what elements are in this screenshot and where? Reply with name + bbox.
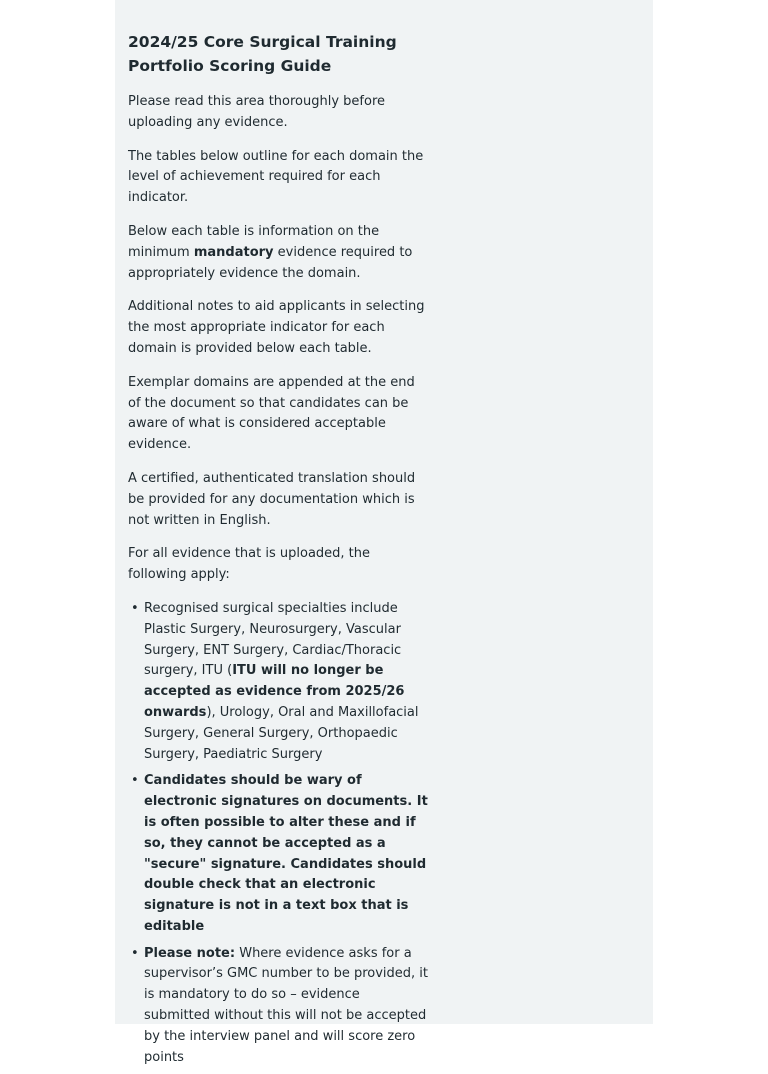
list-item-gmc-number bbox=[131, 944, 429, 1069]
intro-paragraph-tables: The tables below outline for each domain the level of achievement required for each indicator. bbox=[128, 148, 424, 206]
document-content bbox=[128, 30, 428, 1074]
intro-paragraph-read: Please read this area thoroughly before uploading any evidence. bbox=[128, 94, 386, 130]
signature-warning-emphasis: Candidates should be wary of electronic signatures on documents. It is often possible to alter these and if so, they cannot be accepted as a "secure" signature. Candidates should double check that an electronic signature is not in a text box that is editable bbox=[144, 773, 428, 934]
list-item-text: Recognised surgical specialties include Plastic Surgery, Neurosurgery, Vascular Surgery, ENT Surgery, Cardiac/Thoracic surgery, ITU ( bbox=[144, 600, 402, 679]
bullet-icon: • bbox=[131, 773, 139, 789]
list-item-specialties bbox=[131, 599, 428, 765]
paragraph-text: evidence required to appropriately evidence the domain. bbox=[128, 244, 413, 281]
document-page bbox=[115, 0, 653, 1065]
bullet-icon: • bbox=[131, 600, 139, 616]
list-item-signatures bbox=[131, 771, 428, 937]
intro-paragraph-mandatory bbox=[128, 222, 428, 284]
intro-paragraph-translation: A certified, authenticated translation should be provided for any documentation which is not written in English. bbox=[128, 470, 416, 528]
intro-paragraph-evidence: For all evidence that is uploaded, the following apply: bbox=[128, 546, 371, 583]
evidence-rules-list bbox=[128, 599, 428, 1069]
itu-warning-emphasis: ITU will no longer be accepted as evidence from 2025/26 onwards bbox=[144, 663, 405, 720]
bullet-icon: • bbox=[131, 945, 139, 961]
paragraph-text: Below each table is information on the minimum bbox=[128, 223, 380, 260]
mandatory-emphasis: mandatory bbox=[193, 244, 274, 260]
intro-paragraph-exemplar: Exemplar domains are appended at the end of the document so that candidates can be aware of what is considered acceptable evidence. bbox=[128, 374, 415, 453]
list-item-text: ), Urology, Oral and Maxillofacial Surgery, General Surgery, Orthopaedic Surgery, Paediatric Surgery bbox=[144, 704, 419, 762]
intro-paragraph-notes: Additional notes to aid applicants in selecting the most appropriate indicator for each domain is provided below each table. bbox=[128, 299, 425, 356]
please-note-emphasis: Please note: bbox=[144, 945, 236, 961]
list-item-text: Where evidence asks for a supervisor’s GMC number to be provided, it is mandatory to do so – evidence submitted without this will not be accepted by the interview panel and will score zero points bbox=[144, 945, 429, 1065]
document-title: 2024/25 Core Surgical Training Portfolio Scoring Guide bbox=[128, 33, 397, 75]
